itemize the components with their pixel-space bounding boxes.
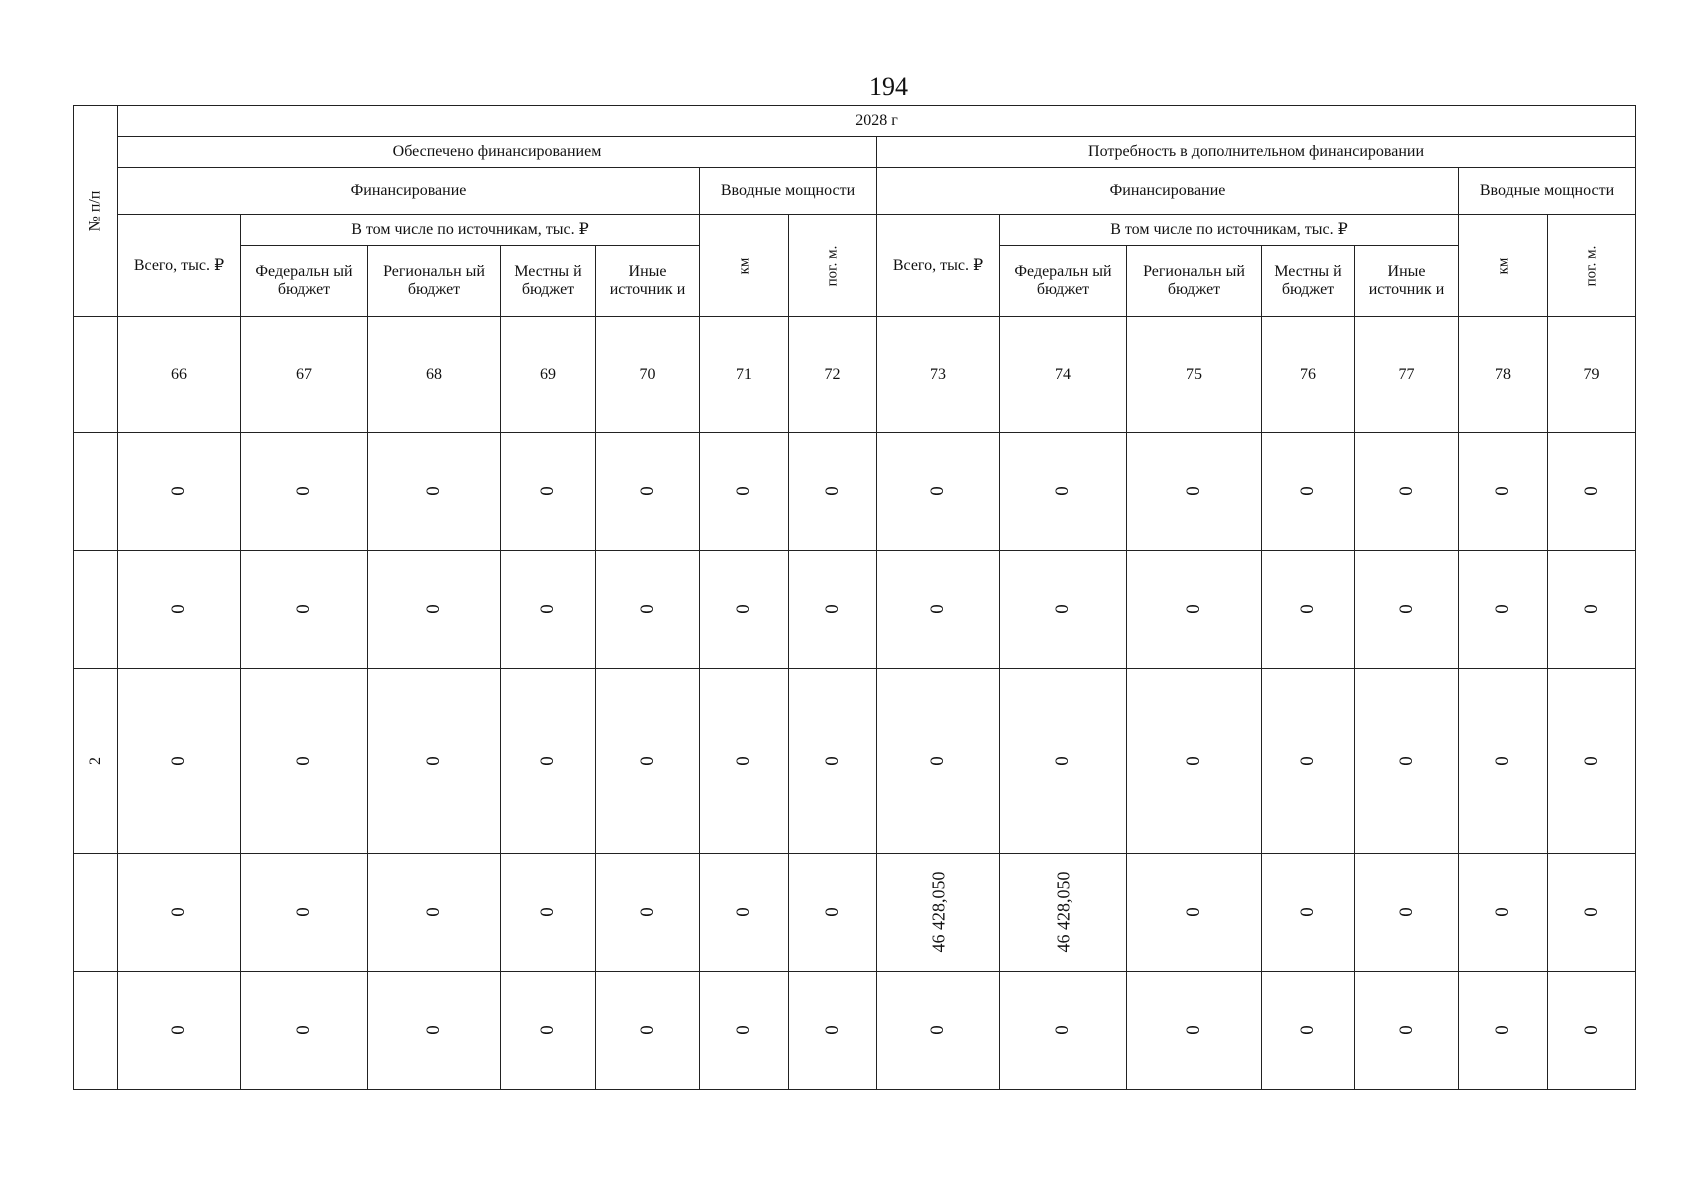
table-cell: 0 — [1459, 669, 1548, 854]
table-row — [74, 854, 1636, 972]
total-header-secured: Всего, тыс. ₽ — [118, 215, 241, 317]
table-cell: 0 — [700, 433, 789, 551]
table-cell: 0 — [596, 551, 700, 669]
federal-header-additional: Федеральн ый бюджет — [1000, 246, 1127, 317]
table-cell: 46 428,050 — [1000, 854, 1127, 972]
column-number: 75 — [1127, 317, 1262, 433]
table-cell: 0 — [1000, 972, 1127, 1090]
table-cell: 0 — [789, 854, 877, 972]
sources-header-secured: В том числе по источникам, тыс. ₽ — [241, 215, 700, 246]
pog-m-header-secured: пог. м. — [789, 215, 877, 317]
table-cell: 0 — [1262, 854, 1355, 972]
table-cell: 0 — [596, 972, 700, 1090]
table-cell: 0 — [1459, 551, 1548, 669]
table-cell: 0 — [501, 972, 596, 1090]
table-cell: 0 — [789, 669, 877, 854]
row-label: 2 — [74, 669, 118, 854]
table-cell: 0 — [789, 551, 877, 669]
sources-header-additional: В том числе по источникам, тыс. ₽ — [1000, 215, 1459, 246]
table-cell: 0 — [241, 669, 368, 854]
table-cell: 46 428,050 — [877, 854, 1000, 972]
row-label — [74, 433, 118, 551]
table-cell: 0 — [877, 669, 1000, 854]
table-row — [74, 972, 1636, 1090]
column-number: 79 — [1548, 317, 1636, 433]
table-cell: 0 — [1262, 669, 1355, 854]
table-cell: 0 — [1548, 669, 1636, 854]
table-cell: 0 — [501, 854, 596, 972]
table-cell: 0 — [1127, 433, 1262, 551]
table-cell: 0 — [1355, 854, 1459, 972]
table-cell: 0 — [1127, 854, 1262, 972]
secured-header: Обеспечено финансированием — [118, 137, 877, 168]
table-cell: 0 — [1459, 972, 1548, 1090]
table-row — [74, 551, 1636, 669]
table-row — [74, 669, 1636, 854]
column-number: 67 — [241, 317, 368, 433]
table-cell: 0 — [789, 433, 877, 551]
column-number-blank — [74, 317, 118, 433]
table-cell: 0 — [1262, 551, 1355, 669]
column-number: 69 — [501, 317, 596, 433]
table-cell: 0 — [1000, 551, 1127, 669]
row-label — [74, 854, 118, 972]
financing-header-secured: Финансирование — [118, 168, 700, 215]
table-cell: 0 — [501, 433, 596, 551]
column-number: 66 — [118, 317, 241, 433]
page-number: 194 — [869, 72, 908, 101]
table-cell: 0 — [368, 433, 501, 551]
table-cell: 0 — [700, 854, 789, 972]
table-cell: 0 — [1548, 854, 1636, 972]
table-cell: 0 — [241, 854, 368, 972]
capacities-header-secured: Вводные мощности — [700, 168, 877, 215]
table-cell: 0 — [596, 854, 700, 972]
column-number: 76 — [1262, 317, 1355, 433]
pog-m-header-additional: пог. м. — [1548, 215, 1636, 317]
regional-header-secured: Региональн ый бюджет — [368, 246, 501, 317]
table-cell: 0 — [241, 433, 368, 551]
table-cell: 0 — [118, 854, 241, 972]
table-cell: 0 — [1548, 551, 1636, 669]
capacities-header-additional: Вводные мощности — [1459, 168, 1636, 215]
table-cell: 0 — [118, 972, 241, 1090]
column-number-row — [74, 317, 1636, 433]
column-number: 78 — [1459, 317, 1548, 433]
table-cell: 0 — [596, 669, 700, 854]
table-cell: 0 — [1355, 669, 1459, 854]
row-label — [74, 972, 118, 1090]
financing-header-additional: Финансирование — [877, 168, 1459, 215]
column-number: 73 — [877, 317, 1000, 433]
regional-header-additional: Региональн ый бюджет — [1127, 246, 1262, 317]
table-cell: 0 — [241, 972, 368, 1090]
table-cell: 0 — [368, 551, 501, 669]
km-header-additional: км — [1459, 215, 1548, 317]
table-cell: 0 — [118, 669, 241, 854]
table-cell: 0 — [700, 669, 789, 854]
table-cell: 0 — [1000, 433, 1127, 551]
year-header: 2028 г — [118, 106, 1636, 137]
local-header-secured: Местны й бюджет — [501, 246, 596, 317]
local-header-additional: Местны й бюджет — [1262, 246, 1355, 317]
table-cell: 0 — [501, 669, 596, 854]
table-row — [74, 433, 1636, 551]
table-cell: 0 — [1355, 551, 1459, 669]
additional-header: Потребность в дополнительном финансировании — [877, 137, 1636, 168]
table-cell: 0 — [241, 551, 368, 669]
table-cell: 0 — [1355, 433, 1459, 551]
table-cell: 0 — [1355, 972, 1459, 1090]
table-cell: 0 — [789, 972, 877, 1090]
row-label — [74, 551, 118, 669]
table-cell: 0 — [1127, 551, 1262, 669]
table-cell: 0 — [118, 551, 241, 669]
table-cell: 0 — [1000, 669, 1127, 854]
table-cell: 0 — [877, 972, 1000, 1090]
other-header-additional: Иные источник и — [1355, 246, 1459, 317]
table-cell: 0 — [1459, 433, 1548, 551]
table-cell: 0 — [368, 854, 501, 972]
table-cell: 0 — [1459, 854, 1548, 972]
table-cell: 0 — [1262, 972, 1355, 1090]
column-number: 70 — [596, 317, 700, 433]
column-number: 77 — [1355, 317, 1459, 433]
table-cell: 0 — [700, 972, 789, 1090]
table-cell: 0 — [877, 551, 1000, 669]
table-cell: 0 — [1127, 669, 1262, 854]
table-cell: 0 — [368, 972, 501, 1090]
column-number: 68 — [368, 317, 501, 433]
table-cell: 0 — [1262, 433, 1355, 551]
total-header-additional: Всего, тыс. ₽ — [877, 215, 1000, 317]
column-number: 74 — [1000, 317, 1127, 433]
row-number-header: № п/п — [74, 106, 118, 317]
table-cell: 0 — [1548, 972, 1636, 1090]
km-header-secured: км — [700, 215, 789, 317]
federal-header-secured: Федеральн ый бюджет — [241, 246, 368, 317]
column-number: 71 — [700, 317, 789, 433]
financing-table — [73, 105, 1636, 1090]
table-cell: 0 — [1548, 433, 1636, 551]
table-cell: 0 — [368, 669, 501, 854]
table-cell: 0 — [501, 551, 596, 669]
table-cell: 0 — [118, 433, 241, 551]
table-cell: 0 — [596, 433, 700, 551]
other-header-secured: Иные источник и — [596, 246, 700, 317]
table-cell: 0 — [877, 433, 1000, 551]
table-cell: 0 — [1127, 972, 1262, 1090]
table-cell: 0 — [700, 551, 789, 669]
column-number: 72 — [789, 317, 877, 433]
